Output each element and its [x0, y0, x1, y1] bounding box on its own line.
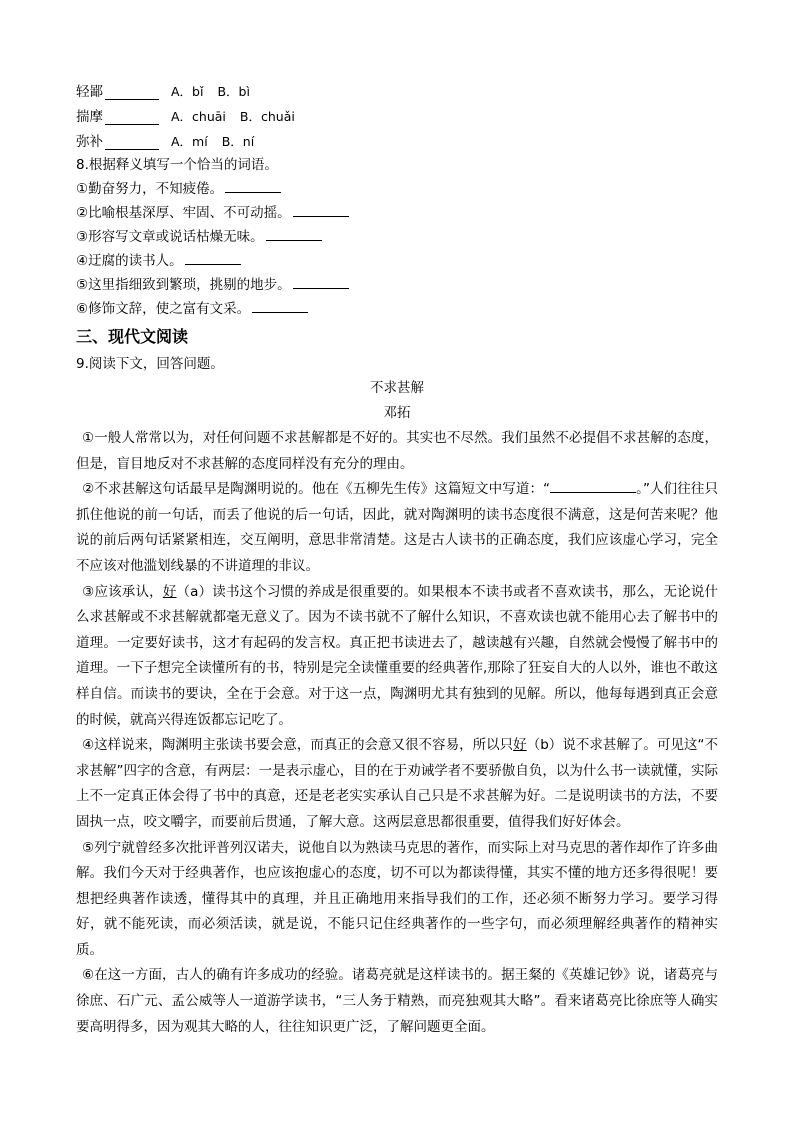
q8-item-text: ⑤这里指细致到繁琐，挑剔的地步。	[76, 277, 291, 293]
pronunciation-row	[76, 78, 718, 100]
q8-item-text: ④迂腐的读书人。	[76, 253, 183, 269]
quote-answer-blank[interactable]	[550, 478, 636, 493]
article-author: 邓拓	[383, 405, 411, 421]
answer-blank[interactable]	[293, 274, 349, 289]
q8-item	[76, 225, 718, 249]
answer-blank[interactable]	[252, 298, 308, 313]
paragraph-text: ③应该承认，	[82, 583, 163, 600]
pron-word: 轻鄙	[76, 84, 103, 100]
paragraph-4	[76, 733, 718, 835]
option-a: A．mí	[171, 134, 208, 149]
q8-item-text: ①勤奋努力，不知疲倦。	[76, 181, 224, 197]
paragraph-text: （b）说不求甚解了。可见这“不求甚解”四字的含意，有两层：一是表示虚心，目的在于劝诫学者不要骄傲自负，以为什么书一读就懂，实际上不一定真正体会得了书中的真意，还是老老实实承认自己只是不求甚解为好。二是说明读书的方法，不要固执一点，咬文嚼字，而要前后贯通，了解大意。这两层意思都很重要，值得我们好好体会。	[76, 737, 719, 830]
underlined-word-a: 好	[162, 583, 177, 600]
article-title: 不求甚解	[370, 380, 424, 396]
option-b: B．bì	[217, 84, 250, 99]
q8-item	[76, 201, 718, 225]
underlined-word-b: 好	[513, 737, 527, 754]
q8-item-text: ⑥修饰文辞，使之富有文采。	[76, 301, 251, 317]
option-a: A．bǐ	[171, 84, 204, 99]
answer-blank[interactable]	[105, 135, 159, 150]
paragraph-text: 。”人们往往只抓住他说的前一句话，而丢了他说的后一句话，因此，就对陶渊明的读书态度很不满意，这是何苦来呢？他说的前后两句话紧紧相连，交互阐明，意思非常清楚。这是古人读书的正确态度，我们应该虚心学习，完全不应该对他滥划线暴的不讲道理的非议。	[76, 481, 718, 574]
q9-title: 9.阅读下文，回答问题。	[76, 356, 224, 372]
pronunciation-row	[76, 128, 718, 150]
article-body	[76, 426, 718, 1040]
paragraph-2	[76, 477, 718, 579]
paragraph-text: ②不求甚解这句话最早是陶渊明说的。他在《五柳先生传》这篇短文中写道：“	[82, 481, 551, 498]
paragraph-text: ⑤列宁就曾经多次批评普列汉诺夫，说他自以为熟读马克思的著作，而实际上对马克思的著作却作了许多曲解。我们今天对于经典著作，也应该抱虚心的态度，切不可以为都读得懂，其实不懂的地方还多得很呢！要想把经典著作读透，懂得其中的真理，并且正确地用来指导我们的工作，还必须不断努力学习。要学习得好，就不能死读，而必须活读，就是说，不能只记住经典著作的一些字句，而必须理解经典著作的精神实质。	[76, 839, 718, 958]
q8-item	[76, 177, 718, 201]
section-heading: 三、现代文阅读	[76, 327, 189, 346]
q8-item	[76, 249, 718, 273]
answer-blank[interactable]	[105, 110, 159, 125]
paragraph-text: （a）读书这个习惯的养成是很重要的。如果根本不读书或者不喜欢读书，那么，无论说什么求甚解或不求甚解就都毫无意义了。因为不读书就不了解什么知识，不喜欢读也就不能用心去了解书中的道理。一定要好读书，这才有起码的发言权。真正把书读进去了，越读越有兴趣，自然就会慢慢了解书中的道理。一下子想完全读懂所有的书，特别是完全读懂重要的经典著作,那除了狂妄自大的人以外，谁也不敢这样自信。而读书的要诀，全在于会意。对于这一点，陶渊明尤其有独到的见解。所以，他每每遇到真正会意的时候，就高兴得连饭都忘记吃了。	[76, 583, 719, 728]
paragraph-3	[76, 580, 718, 734]
paragraph-text: ①一般人常常以为，对任何问题不求甚解都是不好的。其实也不尽然。我们虽然不必提倡不求甚解的态度，但是，盲目地反对不求甚解的态度同样没有充分的理由。	[76, 430, 718, 472]
q8-question	[76, 153, 718, 321]
q8-item-text: ③形容写文章或说话枯燥无味。	[76, 229, 264, 245]
q7-pronunciation-list	[76, 78, 718, 150]
paragraph-text: ④这样说来，陶渊明主张读书要会意，而真正的会意又很不容易，所以只	[82, 737, 514, 754]
paragraph-5	[76, 836, 718, 964]
q8-item	[76, 273, 718, 297]
paragraph-text: ⑥在这一方面，古人的确有许多成功的经验。诸葛亮就是这样读书的。据王粲的《英雄记钞》说，诸葛亮与徐庶、石广元、孟公威等人一道游学读书，“三人务于精熟，而亮独观其大略”。看来诸葛亮比徐庶等人确实要高明得多，因为观其大略的人，往往知识更广泛，了解问题更全面。	[76, 967, 718, 1035]
answer-blank[interactable]	[185, 250, 241, 265]
pronunciation-row	[76, 103, 718, 125]
answer-blank[interactable]	[105, 85, 159, 100]
option-b: B．ní	[221, 134, 255, 149]
q8-item-text: ②比喻根基深厚、牢固、不可动摇。	[76, 205, 291, 221]
option-a: A．chuāi	[171, 109, 226, 124]
paragraph-6	[76, 963, 718, 1040]
q8-item	[76, 297, 718, 321]
option-b: B．chuǎi	[239, 109, 295, 124]
answer-blank[interactable]	[293, 202, 349, 217]
answer-blank[interactable]	[266, 226, 322, 241]
pron-word: 揣摩	[76, 109, 103, 125]
answer-blank[interactable]	[225, 178, 281, 193]
q8-title: 8.根据释义填写一个恰当的词语。	[76, 157, 278, 173]
paragraph-1	[76, 426, 718, 477]
pron-word: 弥补	[76, 134, 103, 150]
